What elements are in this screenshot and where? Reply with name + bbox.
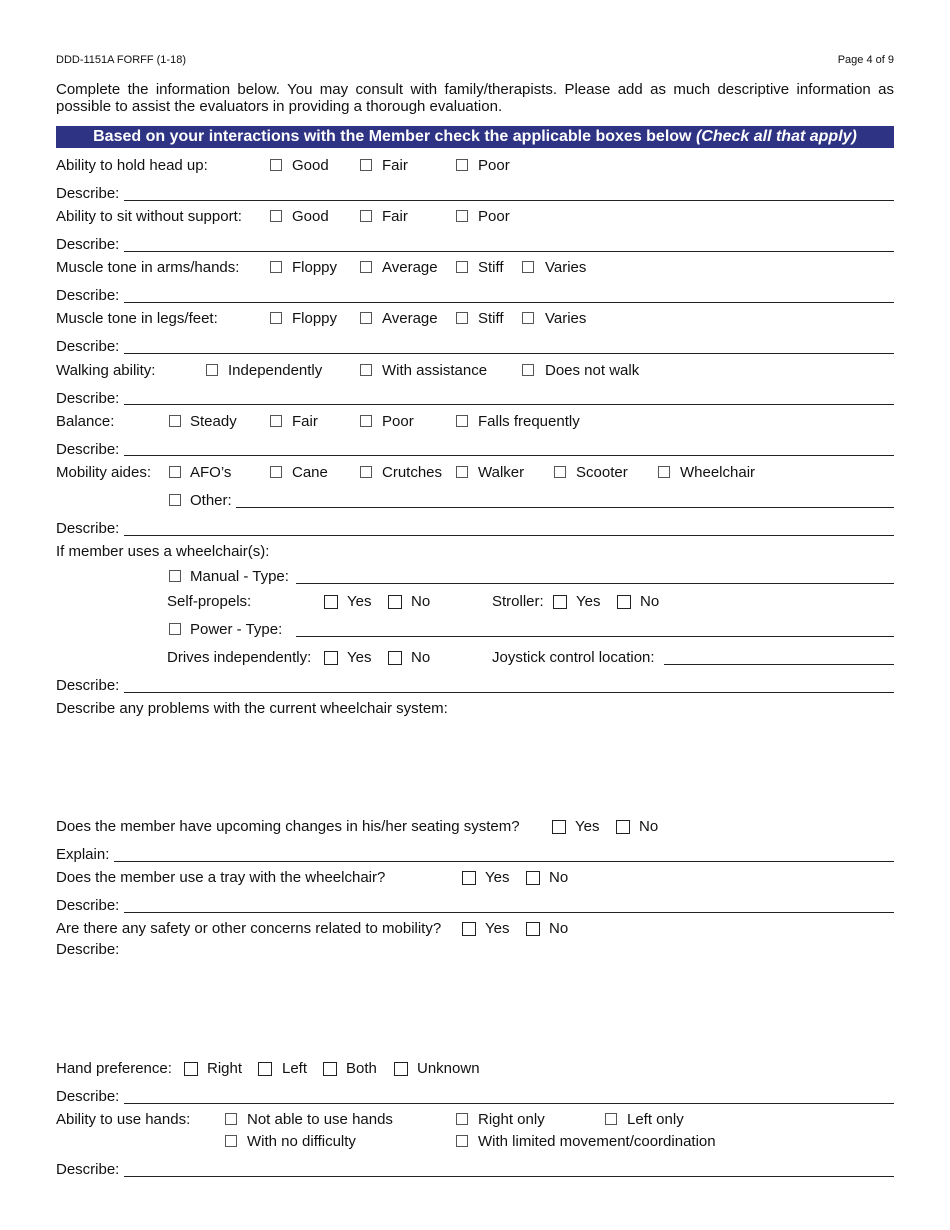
- balance-steady-checkbox[interactable]: [169, 415, 181, 427]
- wheelchair-describe-label: Describe:: [56, 677, 120, 694]
- hand-pref-both-checkbox[interactable]: [323, 1062, 337, 1076]
- walking-describe-field[interactable]: [124, 404, 894, 405]
- tray-describe-field[interactable]: [124, 912, 894, 913]
- tray-yes-checkbox[interactable]: [462, 871, 476, 885]
- mobility-other-label: Other:: [190, 492, 232, 509]
- banner-emphasis: (Check all that apply): [695, 128, 857, 145]
- mobility-walker-checkbox[interactable]: [456, 466, 468, 478]
- use-hands-limited-checkbox[interactable]: [456, 1135, 468, 1147]
- balance-poor-checkbox[interactable]: [360, 415, 372, 427]
- tray-yes-label: Yes: [485, 869, 510, 886]
- self-propels-no-label: No: [411, 593, 431, 610]
- mobility-label: Mobility aides:: [56, 464, 152, 481]
- mobility-walker-label: Walker: [478, 464, 525, 481]
- balance-falls-label: Falls frequently: [478, 413, 580, 430]
- seating-label: Does the member have upcoming changes in his/her seating system?: [56, 818, 520, 835]
- seating-no-checkbox[interactable]: [616, 820, 630, 834]
- tone-legs-varies-checkbox[interactable]: [522, 312, 534, 324]
- hand-pref-right-checkbox[interactable]: [184, 1062, 198, 1076]
- sit-describe-label: Describe:: [56, 236, 120, 253]
- wheelchair-label: If member uses a wheelchair(s):: [56, 543, 270, 560]
- form-id: DDD-1151A FORFF (1-18): [56, 54, 186, 66]
- tone-arms-average-checkbox[interactable]: [360, 261, 372, 273]
- use-hands-right-only-label: Right only: [478, 1111, 545, 1128]
- mobility-afo-label: AFO’s: [190, 464, 232, 481]
- use-hands-left-only-label: Left only: [627, 1111, 684, 1128]
- balance-steady-label: Steady: [190, 413, 237, 430]
- tray-no-label: No: [549, 869, 569, 886]
- power-checkbox[interactable]: [169, 623, 181, 635]
- use-hands-no-difficulty-label: With no difficulty: [247, 1133, 356, 1150]
- stroller-yes-checkbox[interactable]: [553, 595, 567, 609]
- head-up-fair-checkbox[interactable]: [360, 159, 372, 171]
- drives-label: Drives independently:: [167, 649, 312, 666]
- hand-pref-left-label: Left: [282, 1060, 308, 1077]
- problems-label: Describe any problems with the current wheelchair system:: [56, 700, 448, 717]
- safety-label: Are there any safety or other concerns related to mobility?: [56, 920, 442, 937]
- safety-no-label: No: [549, 920, 569, 937]
- walking-label: Walking ability:: [56, 362, 156, 379]
- head-up-poor-label: Poor: [478, 157, 510, 174]
- safety-no-checkbox[interactable]: [526, 922, 540, 936]
- tray-label: Does the member use a tray with the wheelchair?: [56, 869, 386, 886]
- drives-yes-label: Yes: [347, 649, 372, 666]
- tone-legs-floppy-label: Floppy: [292, 310, 338, 327]
- hand-pref-left-checkbox[interactable]: [258, 1062, 272, 1076]
- sit-good-label: Good: [292, 208, 329, 225]
- sit-fair-checkbox[interactable]: [360, 210, 372, 222]
- mobility-afo-checkbox[interactable]: [169, 466, 181, 478]
- hand-pref-unknown-checkbox[interactable]: [394, 1062, 408, 1076]
- use-hands-no-difficulty-checkbox[interactable]: [225, 1135, 237, 1147]
- walking-does-not-walk-label: Does not walk: [545, 362, 640, 379]
- hand-pref-describe-label: Describe:: [56, 1088, 120, 1105]
- use-hands-not-able-label: Not able to use hands: [247, 1111, 393, 1128]
- hand-pref-describe-field[interactable]: [124, 1103, 894, 1104]
- tone-legs-average-label: Average: [382, 310, 438, 327]
- tone-arms-stiff-label: Stiff: [478, 259, 504, 276]
- safety-describe-area[interactable]: [56, 962, 894, 1052]
- wheelchair-describe-field[interactable]: [124, 692, 894, 693]
- sit-poor-label: Poor: [478, 208, 510, 225]
- intro-text: Complete the information below. You may consult with family/therapists. Please add as much descriptive information as possible to assist the evaluators in providing a thorough evaluation.: [56, 81, 894, 115]
- tone-arms-describe-field[interactable]: [124, 302, 894, 303]
- head-up-describe-field[interactable]: [124, 200, 894, 201]
- seating-yes-label: Yes: [575, 818, 600, 835]
- sit-good-checkbox[interactable]: [270, 210, 282, 222]
- sit-poor-checkbox[interactable]: [456, 210, 468, 222]
- mobility-crutches-checkbox[interactable]: [360, 466, 372, 478]
- stroller-label: Stroller:: [492, 593, 544, 610]
- use-hands-describe-label: Describe:: [56, 1161, 120, 1178]
- mobility-scooter-label: Scooter: [576, 464, 628, 481]
- tray-describe-label: Describe:: [56, 897, 120, 914]
- seating-yes-checkbox[interactable]: [552, 820, 566, 834]
- use-hands-left-only-checkbox[interactable]: [605, 1113, 617, 1125]
- self-propels-label: Self-propels:: [167, 593, 252, 610]
- balance-poor-label: Poor: [382, 413, 414, 430]
- walking-independently-label: Independently: [228, 362, 323, 379]
- tone-legs-average-checkbox[interactable]: [360, 312, 372, 324]
- head-up-fair-label: Fair: [382, 157, 408, 174]
- use-hands-describe-field[interactable]: [124, 1176, 894, 1177]
- head-up-good-checkbox[interactable]: [270, 159, 282, 171]
- tone-arms-floppy-label: Floppy: [292, 259, 338, 276]
- drives-no-checkbox[interactable]: [388, 651, 402, 665]
- explain-field[interactable]: [114, 861, 894, 862]
- hand-pref-right-label: Right: [207, 1060, 243, 1077]
- walking-independently-checkbox[interactable]: [206, 364, 218, 376]
- safety-yes-checkbox[interactable]: [462, 922, 476, 936]
- hand-pref-unknown-label: Unknown: [417, 1060, 480, 1077]
- balance-describe-field[interactable]: [124, 455, 894, 456]
- self-propels-yes-checkbox[interactable]: [324, 595, 338, 609]
- tone-arms-varies-label: Varies: [545, 259, 587, 276]
- mobility-crutches-label: Crutches: [382, 464, 443, 481]
- mobility-wheelchair-checkbox[interactable]: [658, 466, 670, 478]
- page-number: Page 4 of 9: [837, 54, 894, 66]
- tone-legs-describe-field[interactable]: [124, 353, 894, 354]
- sit-label: Ability to sit without support:: [56, 208, 242, 225]
- tone-legs-floppy-checkbox[interactable]: [270, 312, 282, 324]
- section-banner: [56, 126, 894, 148]
- manual-type-label: Manual - Type:: [190, 568, 289, 585]
- stroller-no-label: No: [640, 593, 660, 610]
- tone-legs-varies-label: Varies: [545, 310, 587, 327]
- head-up-describe-label: Describe:: [56, 185, 120, 202]
- hand-pref-both-label: Both: [346, 1060, 377, 1077]
- head-up-good-label: Good: [292, 157, 329, 174]
- tone-arms-describe-label: Describe:: [56, 287, 120, 304]
- mobility-describe-field[interactable]: [124, 535, 894, 536]
- manual-type-field[interactable]: [296, 583, 894, 584]
- stroller-no-checkbox[interactable]: [617, 595, 631, 609]
- use-hands-label: Ability to use hands:: [56, 1111, 191, 1128]
- walking-does-not-walk-checkbox[interactable]: [522, 364, 534, 376]
- balance-describe-label: Describe:: [56, 441, 120, 458]
- balance-fair-label: Fair: [292, 413, 318, 430]
- safety-yes-label: Yes: [485, 920, 510, 937]
- drives-no-label: No: [411, 649, 431, 666]
- mobility-other-checkbox[interactable]: [169, 494, 181, 506]
- power-type-field[interactable]: [296, 636, 894, 637]
- tone-legs-label: Muscle tone in legs/feet:: [56, 310, 218, 327]
- mobility-other-field[interactable]: [236, 507, 894, 508]
- joystick-label: Joystick control location:: [492, 649, 655, 666]
- power-type-label: Power - Type:: [190, 621, 283, 638]
- tone-arms-average-label: Average: [382, 259, 438, 276]
- seating-no-label: No: [639, 818, 659, 835]
- manual-checkbox[interactable]: [169, 570, 181, 582]
- problems-area[interactable]: [56, 722, 894, 812]
- sit-fair-label: Fair: [382, 208, 408, 225]
- use-hands-not-able-checkbox[interactable]: [225, 1113, 237, 1125]
- stroller-yes-label: Yes: [576, 593, 601, 610]
- tone-arms-stiff-checkbox[interactable]: [456, 261, 468, 273]
- mobility-scooter-checkbox[interactable]: [554, 466, 566, 478]
- mobility-cane-label: Cane: [292, 464, 328, 481]
- tone-legs-stiff-checkbox[interactable]: [456, 312, 468, 324]
- walking-assistance-checkbox[interactable]: [360, 364, 372, 376]
- walking-describe-label: Describe:: [56, 390, 120, 407]
- balance-falls-checkbox[interactable]: [456, 415, 468, 427]
- use-hands-right-only-checkbox[interactable]: [456, 1113, 468, 1125]
- mobility-describe-label: Describe:: [56, 520, 120, 537]
- tone-arms-varies-checkbox[interactable]: [522, 261, 534, 273]
- balance-fair-checkbox[interactable]: [270, 415, 282, 427]
- explain-label: Explain:: [56, 846, 110, 863]
- tray-no-checkbox[interactable]: [526, 871, 540, 885]
- safety-describe-label: Describe:: [56, 941, 120, 958]
- tone-legs-stiff-label: Stiff: [478, 310, 504, 327]
- mobility-wheelchair-label: Wheelchair: [680, 464, 756, 481]
- head-up-poor-checkbox[interactable]: [456, 159, 468, 171]
- self-propels-no-checkbox[interactable]: [388, 595, 402, 609]
- tone-legs-describe-label: Describe:: [56, 338, 120, 355]
- tone-arms-label: Muscle tone in arms/hands:: [56, 259, 240, 276]
- drives-yes-checkbox[interactable]: [324, 651, 338, 665]
- tone-arms-floppy-checkbox[interactable]: [270, 261, 282, 273]
- banner-text: Based on your interactions with the Member check the applicable boxes below: [93, 128, 696, 145]
- walking-assistance-label: With assistance: [382, 362, 488, 379]
- hand-pref-label: Hand preference:: [56, 1060, 172, 1077]
- balance-label: Balance:: [56, 413, 115, 430]
- joystick-field[interactable]: [664, 664, 894, 665]
- head-up-label: Ability to hold head up:: [56, 157, 208, 174]
- mobility-cane-checkbox[interactable]: [270, 466, 282, 478]
- use-hands-limited-label: With limited movement/coordination: [478, 1133, 716, 1150]
- self-propels-yes-label: Yes: [347, 593, 372, 610]
- sit-describe-field[interactable]: [124, 251, 894, 252]
